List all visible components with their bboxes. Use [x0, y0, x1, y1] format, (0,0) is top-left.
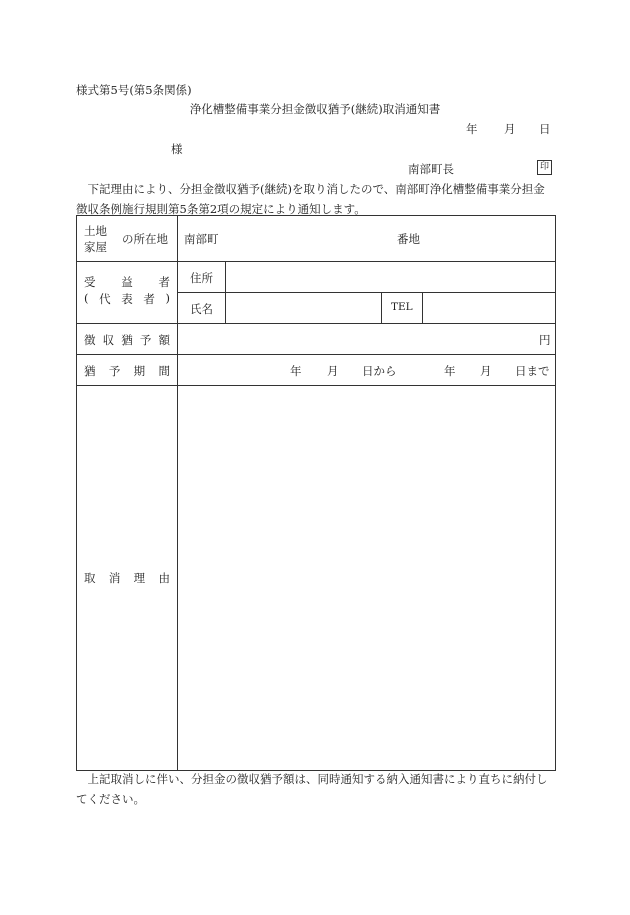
seal-mark: 印: [537, 160, 552, 175]
date-day-label: 日: [539, 122, 551, 136]
period-from-day: 日から: [362, 364, 397, 378]
row-divider: [77, 323, 555, 324]
date-month-label: 月: [504, 122, 516, 136]
column-divider: [225, 261, 226, 323]
period-to-month: 月: [480, 364, 492, 378]
document-title: 浄化槽整備事業分担金徴収猶予(継続)取消通知書: [189, 102, 441, 116]
period-from-year: 年: [290, 364, 302, 378]
amount-label: 徴 収 猶 予 額: [84, 333, 170, 347]
location-label-suffix: の所在地: [122, 232, 168, 246]
location-label-house: 家 屋: [84, 240, 107, 254]
row-divider: [77, 261, 555, 262]
intro-paragraph: 下記理由により、分担金徴収猶予(継続)を取り消したので、南部町浄化槽整備事業分担金徴収条例施行規則第5条第2項の規定により通知します。: [76, 182, 545, 216]
row-divider: [77, 354, 555, 355]
row-divider: [178, 292, 555, 293]
period-to-year: 年: [444, 364, 456, 378]
column-divider: [422, 292, 423, 323]
name-label: 氏名: [190, 302, 213, 316]
tel-label: TEL: [391, 301, 413, 313]
location-lot-label: 番地: [397, 232, 420, 246]
beneficiary-label-line1: 受 益 者: [84, 275, 170, 289]
sender-name: 南部町長: [408, 162, 454, 176]
footer-paragraph: 上記取消しに伴い、分担金の徴収猶予額は、同時通知する納入通知書により直ちに納付してください。: [76, 772, 548, 806]
period-from-month: 月: [327, 364, 339, 378]
period-label: 猶 予 期 間: [84, 364, 170, 378]
address-label: 住所: [190, 271, 213, 285]
form-number: 様式第5号(第5条関係): [76, 83, 192, 97]
reason-label: 取 消 理 由: [84, 571, 170, 585]
period-to-day: 日まで: [515, 364, 550, 378]
notice-table: [76, 215, 556, 771]
location-label-land: 土 地: [84, 224, 107, 238]
beneficiary-label-line2: ( 代 表 者 ): [84, 291, 170, 306]
date-year-label: 年: [466, 122, 478, 136]
location-town: 南部町: [184, 232, 219, 246]
column-divider: [381, 292, 382, 323]
column-divider: [177, 216, 178, 770]
row-divider: [77, 385, 555, 386]
addressee-suffix: 様: [171, 142, 183, 156]
amount-unit: 円: [539, 333, 551, 347]
